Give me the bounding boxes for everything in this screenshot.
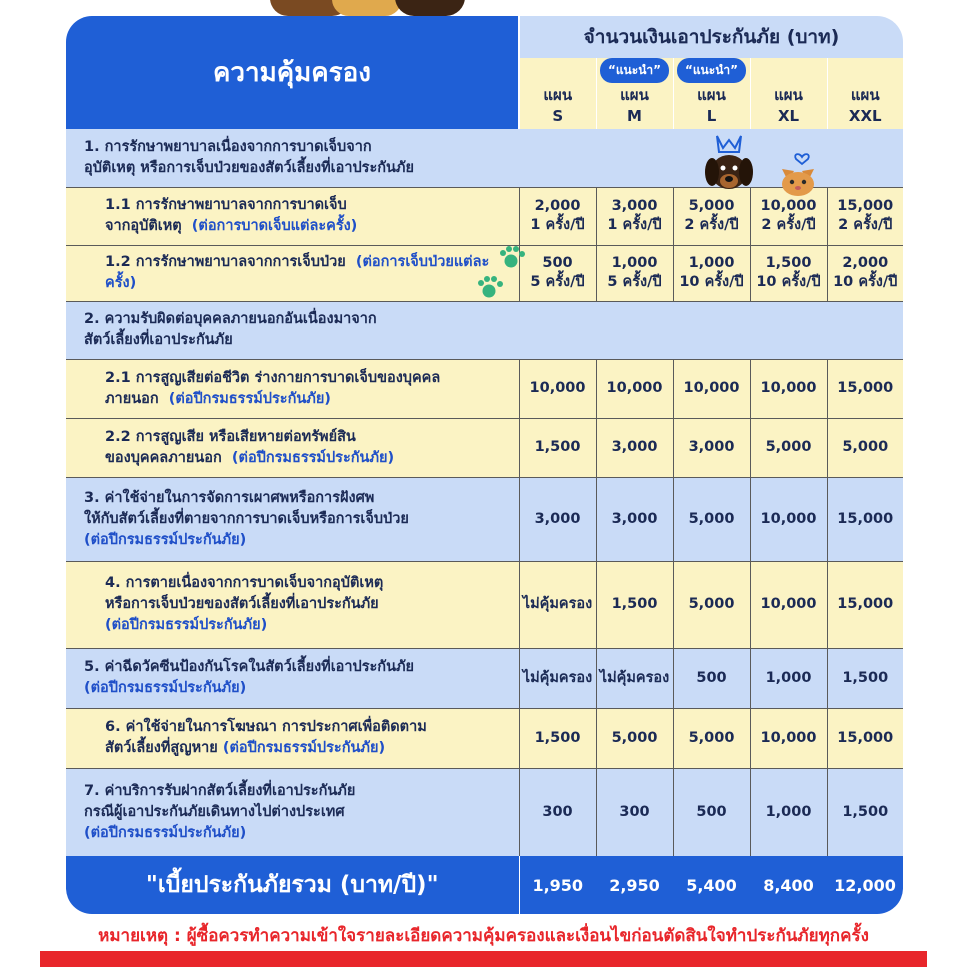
value-cell-l (673, 561, 750, 648)
coverage-label-line: กรณีผู้เอาประกันภัยเดินทางไปต่างประเทศ (84, 803, 345, 820)
coverage-header: ความคุ้มครอง (66, 16, 519, 129)
coverage-label-line: 2. ความรับผิดต่อบุคคลภายนอกอันเนื่องมาจาก (84, 311, 377, 327)
value-text: 10 ครั้ง/ปี (756, 274, 821, 290)
value-text: 300 (619, 803, 650, 820)
coverage-label-line: ภายนอก (105, 390, 159, 407)
value-text: 3,000 (611, 510, 658, 527)
value-text: 3,000 (611, 439, 658, 455)
coverage-label-line: ให้กับสัตว์เลี้ยงที่ตายจากการบาดเจ็บหรือการเจ็บป่วย (84, 510, 409, 527)
value-cell-xl (750, 768, 827, 856)
plan-header-m (596, 58, 673, 129)
value-text: 10,000 (529, 380, 586, 396)
value-text: 1,500 (765, 255, 812, 271)
value-cell-l (673, 187, 750, 245)
plan-word: แผน (850, 86, 880, 104)
value-text: ไม่คุ้มครอง (522, 669, 593, 686)
value-cell-xl (750, 245, 827, 301)
value-cell-m (596, 187, 673, 245)
value-text: 3,000 (688, 439, 735, 455)
coverage-label-line: 1.2 การรักษาพยาบาลจากการเจ็บป่วย (105, 254, 346, 270)
value-cell-l (673, 477, 750, 561)
total-premium-m: 2,950 (596, 856, 673, 914)
value-text: 15,000 (837, 380, 894, 396)
coverage-row-s7 (66, 768, 903, 856)
coverage-label-line: อุบัติเหตุ หรือการเจ็บป่วยของสัตว์เลี้ยงที่เอาประกันภัย (84, 159, 414, 176)
value-cell-s (519, 245, 596, 301)
value-text: 3,000 (611, 198, 658, 214)
coverage-label (66, 245, 519, 301)
value-text: 5,000 (688, 729, 735, 746)
coverage-row-s3 (66, 477, 903, 561)
plan-header-l (673, 58, 750, 129)
coverage-label-line: ของบุคคลภายนอก (105, 449, 222, 466)
value-text: ไม่คุ้มครอง (599, 669, 670, 686)
coverage-row-s6 (66, 708, 903, 768)
value-cell-m (596, 561, 673, 648)
value-text: 10 ครั้ง/ปี (833, 274, 898, 290)
value-cell-s (519, 768, 596, 856)
total-premium-l: 5,400 (673, 856, 750, 914)
sum-insured-header: จำนวนเงินเอาประกันภัย (บาท) (519, 16, 903, 58)
value-text: 1,500 (534, 439, 581, 455)
value-text: 15,000 (837, 729, 894, 746)
value-text: 10,000 (683, 380, 740, 396)
value-cell-s (519, 708, 596, 768)
value-text: ไม่คุ้มครอง (522, 596, 593, 612)
plan-size: M (627, 107, 642, 125)
recommended-badge: “แนะนำ” (677, 58, 746, 83)
value-text: 1,000 (765, 803, 812, 820)
value-cell-m (596, 359, 673, 418)
value-text: 1,500 (611, 596, 658, 612)
value-text: 5 ครั้ง/ปี (607, 274, 662, 290)
value-text: 500 (696, 803, 727, 820)
coverage-label (66, 708, 519, 768)
value-cell-s (519, 418, 596, 477)
value-text: 1,500 (842, 669, 889, 686)
value-cell-l (673, 245, 750, 301)
value-text: 5,000 (611, 729, 658, 746)
value-text: 10,000 (760, 510, 817, 527)
coverage-label-line: สัตว์เลี้ยงที่สูญหาย (105, 740, 218, 756)
dachshund-icon (703, 134, 755, 192)
coverage-label (66, 418, 519, 477)
coverage-label (66, 187, 519, 245)
value-cell-l (673, 768, 750, 856)
value-text: 1,000 (611, 255, 658, 271)
value-cell-xl (750, 708, 827, 768)
value-cell-m (596, 418, 673, 477)
value-text: 2,000 (534, 198, 581, 214)
coverage-label (66, 359, 519, 418)
coverage-label-line: 2.2 การสูญเสีย หรือเสียหายต่อทรัพย์สิน (105, 428, 356, 445)
coverage-label (66, 648, 519, 708)
value-cell-s (519, 477, 596, 561)
plan-size: S (552, 107, 564, 125)
value-cell-xxl (827, 477, 903, 561)
value-cell-xl (750, 648, 827, 708)
recommended-badge: “แนะนำ” (600, 58, 669, 83)
coverage-label (66, 561, 519, 648)
value-cell-l (673, 418, 750, 477)
value-cell-l (673, 708, 750, 768)
coverage-label (66, 768, 519, 856)
value-cell-xl (750, 418, 827, 477)
plan-word: แผน (774, 86, 803, 104)
value-text: 300 (542, 803, 573, 820)
value-text: 5,000 (688, 510, 735, 527)
value-cell-m (596, 477, 673, 561)
plan-header-s (519, 58, 596, 129)
value-cell-xxl (827, 245, 903, 301)
value-cell-xl (750, 477, 827, 561)
value-text: 15,000 (837, 510, 894, 527)
value-cell-xxl (827, 187, 903, 245)
value-text: 5,000 (688, 198, 735, 214)
coverage-note: (ต่อปีกรมธรรม์ประกันภัย) (84, 824, 247, 841)
value-cell-l (673, 648, 750, 708)
coverage-row-s5 (66, 648, 903, 708)
value-text: 1 ครั้ง/ปี (607, 217, 662, 233)
value-text: 500 (696, 669, 727, 686)
value-text: 2 ครั้ง/ปี (838, 217, 893, 233)
coverage-label-line: จากอุบัติเหตุ (105, 218, 182, 234)
value-text: 5,000 (688, 596, 735, 612)
value-cell-m (596, 708, 673, 768)
coverage-note: (ต่อปีกรมธรรม์ประกันภัย) (231, 449, 395, 466)
total-premium-row (66, 856, 903, 914)
coverage-label-line: 1.1 การรักษาพยาบาลจากการบาดเจ็บ (105, 197, 347, 213)
value-cell-xxl (827, 561, 903, 648)
paw-print-icon (474, 274, 504, 300)
value-text: 2,000 (842, 255, 889, 271)
value-text: 5,000 (842, 439, 889, 455)
coverage-note: (ต่อปีกรมธรรม์ประกันภัย) (84, 531, 247, 548)
total-premium-xl: 8,400 (750, 856, 827, 914)
value-text: 1,000 (688, 255, 735, 271)
coverage-label-line: 5. ค่าฉีดวัคซีนป้องกันโรคในสัตว์เลี้ยงที่เอาประกันภัย (84, 659, 415, 675)
plan-word: แผน (697, 86, 726, 104)
coverage-label-line: หรือการเจ็บป่วยของสัตว์เลี้ยงที่เอาประกันภัย (105, 596, 379, 612)
coverage-note: (ต่อปีกรมธรรม์ประกันภัย) (105, 617, 268, 633)
plan-word: แผน (543, 86, 573, 104)
coverage-label-line: 4. การตายเนื่องจากการบาดเจ็บจากอุบัติเหตุ (105, 575, 384, 591)
coverage-label-line: 1. การรักษาพยาบาลเนื่องจากการบาดเจ็บจาก (84, 138, 372, 155)
coverage-note: (ต่อการบาดเจ็บแต่ละครั้ง) (191, 218, 358, 234)
coverage-note: (ต่อการเจ็บป่วยแต่ละครั้ง) (105, 254, 490, 291)
coverage-row-s2 (66, 301, 903, 359)
total-premium-label: "เบี้ยประกันภัยรวม (บาท/ปี)" (66, 856, 519, 914)
value-cell-xxl (827, 359, 903, 418)
coverage-label-line: 7. ค่าบริการรับฝากสัตว์เลี้ยงที่เอาประกันภัย (84, 782, 356, 799)
value-text: 1 ครั้ง/ปี (530, 217, 585, 233)
value-text: 500 (542, 255, 573, 271)
value-cell-l (673, 359, 750, 418)
plan-size: XXL (848, 107, 882, 125)
plan-size: L (706, 107, 717, 125)
value-text: 5,000 (765, 439, 812, 455)
plan-size: XL (777, 107, 800, 125)
total-premium-s: 1,950 (519, 856, 596, 914)
value-text: 10,000 (760, 729, 817, 746)
value-cell-m (596, 648, 673, 708)
value-text: 15,000 (837, 198, 894, 214)
value-text: 10,000 (760, 198, 817, 214)
disclaimer-note: หมายเหตุ : ผู้ซื้อควรทำความเข้าใจรายละเอียดความคุ้มครองและเงื่อนไขก่อนตัดสินใจทำประกันภัยทุกครั้ง (98, 926, 869, 946)
value-text: 10 ครั้ง/ปี (679, 274, 744, 290)
value-text: 2 ครั้ง/ปี (684, 217, 739, 233)
plan-header-xl (750, 58, 827, 129)
value-cell-m (596, 245, 673, 301)
value-text: 10,000 (760, 380, 817, 396)
coverage-label-line: สัตว์เลี้ยงที่เอาประกันภัย (84, 332, 233, 348)
coverage-table-card (66, 16, 903, 914)
value-cell-s (519, 561, 596, 648)
value-cell-xxl (827, 768, 903, 856)
value-cell-xxl (827, 708, 903, 768)
coverage-row-s2-2 (66, 418, 903, 477)
value-cell-s (519, 648, 596, 708)
value-cell-m (596, 768, 673, 856)
value-text: 5 ครั้ง/ปี (530, 274, 585, 290)
value-cell-xxl (827, 648, 903, 708)
value-cell-xxl (827, 418, 903, 477)
total-premium-xxl: 12,000 (827, 856, 903, 914)
coverage-label-line: 3. ค่าใช้จ่ายในการจัดการเผาศพหรือการฝังศพ (84, 489, 375, 506)
value-cell-xl (750, 359, 827, 418)
value-text: 1,000 (765, 669, 812, 686)
coverage-label (66, 301, 903, 359)
paw-print-icon (496, 244, 526, 270)
footer-red-bar (40, 951, 927, 967)
coverage-label-line: 6. ค่าใช้จ่ายในการโฆษณา การประกาศเพื่อติดตาม (105, 719, 427, 735)
coverage-row-s2-1 (66, 359, 903, 418)
coverage-note: (ต่อปีกรมธรรม์ประกันภัย) (168, 390, 331, 407)
value-cell-s (519, 187, 596, 245)
value-cell-s (519, 359, 596, 418)
coverage-note: (ต่อปีกรมธรรม์ประกันภัย) (222, 740, 386, 756)
coverage-label (66, 477, 519, 561)
value-text: 1,500 (534, 729, 581, 746)
coverage-row-s4 (66, 561, 903, 648)
cat-icon (774, 151, 824, 197)
value-text: 3,000 (534, 510, 581, 527)
value-cell-xl (750, 561, 827, 648)
plan-header-xxl (827, 58, 903, 129)
value-text: 2 ครั้ง/ปี (761, 217, 816, 233)
plan-word: แผน (620, 86, 649, 104)
coverage-label-line: 2.1 การสูญเสียต่อชีวิต ร่างกายการบาดเจ็บของบุคคล (105, 369, 441, 386)
value-text: 10,000 (760, 596, 817, 612)
coverage-note: (ต่อปีกรมธรรม์ประกันภัย) (84, 680, 247, 696)
value-text: 1,500 (842, 803, 889, 820)
value-text: 10,000 (606, 380, 663, 396)
value-text: 15,000 (837, 596, 894, 612)
